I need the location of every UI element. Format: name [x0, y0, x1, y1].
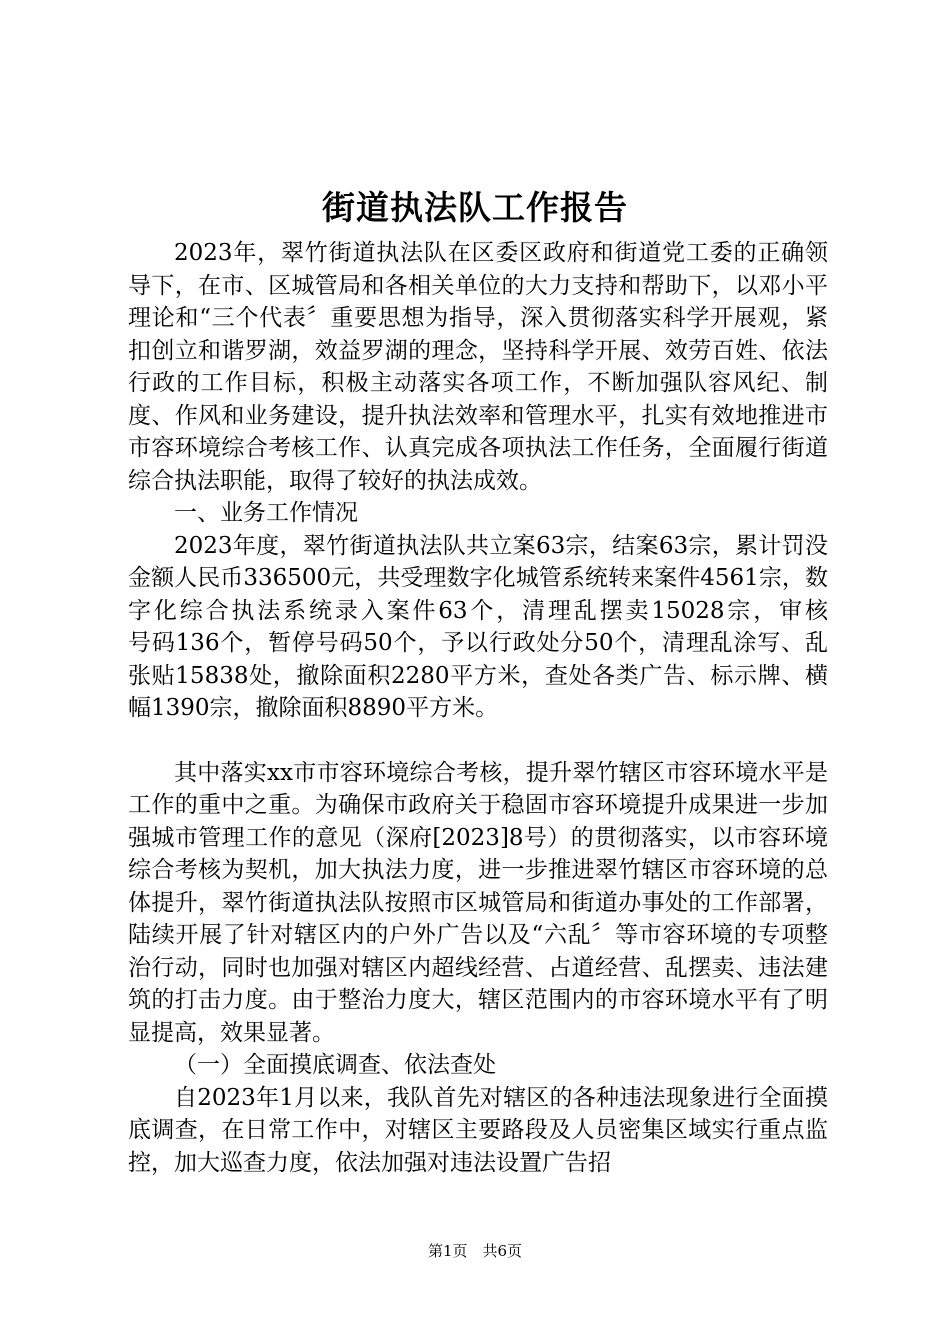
paragraph-gap	[128, 725, 828, 757]
page-number-footer: 第1页 共6页	[427, 1242, 523, 1260]
subsection-heading-survey: （一）全面摸底调查、依法查处	[174, 1052, 496, 1078]
document-body	[128, 237, 874, 1179]
document-title: 街道执法队工作报告	[322, 188, 628, 227]
business-stats-paragraph: 2023年度，翠竹街道执法队共立案63宗，结案63宗，累计罚没金额人民币336500元，共受理数字化城管系统转来案件4561宗，数字化综合执法系统录入案件63个，清理乱摆卖15028宗，审核 号码136个，暂停号码50个，予以行政处分50个，清理乱涂写、乱张贴15838处，撤除面积2280平方米，查处各类广告、标示牌、横幅1390宗，撤除面积8890平方米。	[128, 532, 874, 721]
survey-paragraph: 自2023年1月以来，我队首先对辖区的各种违法现象进行全面摸底调查，在日常工作中，对辖区主要路段及人员密集区域实行重点监控，加大巡查力度，依法加强对违法设置广告招	[128, 1084, 828, 1176]
intro-paragraph: 2023年，翠竹街道执法队在区委区政府和街道党工委的正确领导下，在市、区城管局和各相关单位的大力支持和帮助下，以邓小平理论和“三个代表〞重要思想为指导，深入贯彻落实科学开展观，紧扣创立和谐罗湖，效益罗湖的理念，坚持科学开展、效劳百姓、依法行政的工作目标，积极主动落实各项工作，不断加强队容风纪、制度、作风和业务建设，提升执法效率和管理水平，扎实有效地推进市市容环境综合考核工作、认真完成各项执法工作任务，全面履行街道综合执法职能，取得了较好的执法成效。	[128, 240, 828, 494]
focus-paragraph: 其中落实xx市市容环境综合考核，提升翠竹辖区市容环境水平是工作的重中之重。为确保市政府关于稳固市容环境提升成果进一步加强城市管理工作的意见（深府[2023]8号）的贯彻落实，以市容环境综合考核为契机，加大执法力度，进一步推进翠竹辖区市容环境的总体提升，翠竹街道执法队按照市区城管局和街道办事处的工作部署，陆续开展了针对辖区内的户外广告以及“六乱〞等市容环境的专项整治行动，同时也加强对辖区内超线经营、占道经营、乱摆卖、违法建筑的打击力度。由于整治力度大，辖区范围内的市容环境水平有了明显提高，效果显著。	[128, 759, 828, 1046]
section-heading-business: 一、业务工作情况	[174, 500, 358, 526]
